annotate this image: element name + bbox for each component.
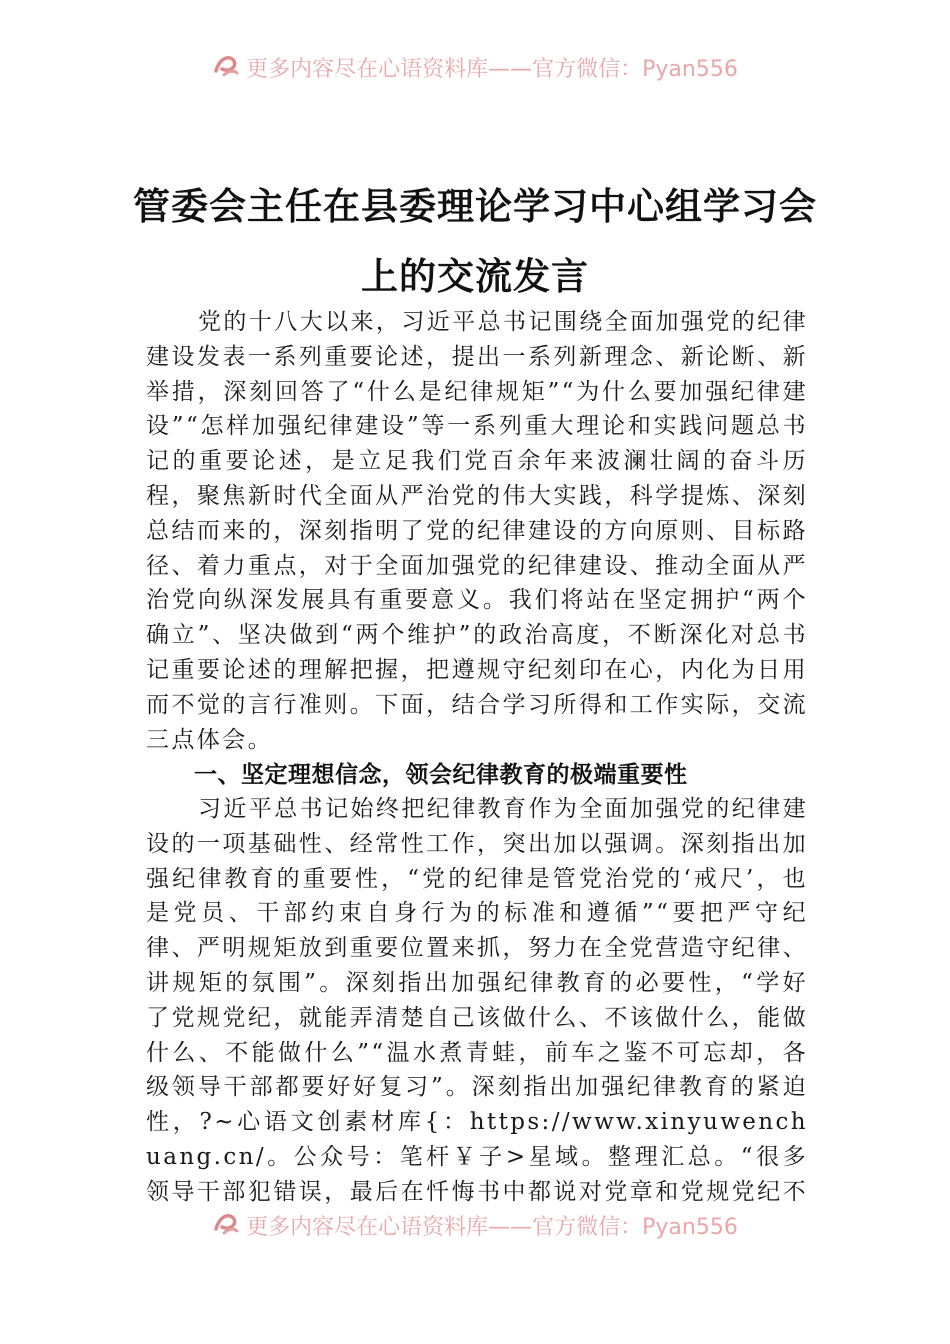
document-title-line1: 管委会主任在县委理论学习中心组学习会 [133, 184, 817, 228]
watermark-text: 更多内容尽在心语资料库——官方微信：Pyan556 [246, 1215, 738, 1240]
body-paragraph-intro: 党的十八大以来，习近平总书记围绕全面加强党的纪律建设发表一系列重要论述，提出一系列新理念、新论断、新举措，深刻回答了“什么是纪律规矩”“为什么要加强纪律建设”“怎样加强纪律建设”等一系列重大理论和实践问题总书记的重要论述，是立足我们党百余年来波澜壮阔的奋斗历程，聚焦新时代全面从严治党的伟大实践，科学提炼、深刻总结而来的，深刻指明了党的纪律建设的方向原则、目标路径、着力重点，对于全面加强党的纪律建设、推动全面从严治党向纵深发展具有重要意义。我们将站在坚定拥护“两个确立”、坚决做到“两个维护”的政治高度，不断深化对总书记重要论述的理解把握，把遵规守纪刻印在心，内化为日用而不觉的言行准则。下面，结合学习所得和工作实际，交流三点体会。 [146, 309, 808, 753]
watermark-header [0, 52, 950, 86]
watermark-text: 更多内容尽在心语资料库——官方微信：Pyan556 [246, 57, 738, 82]
section-heading-1: 一、坚定理想信念，领会纪律教育的极端重要性 [194, 762, 688, 788]
watermark-footer [0, 1210, 950, 1244]
swirl-logo-icon [212, 1211, 240, 1241]
document-title-line2: 上的交流发言 [361, 254, 589, 298]
swirl-logo-icon [212, 53, 240, 83]
body-paragraph-section1: 习近平总书记始终把纪律教育作为全面加强党的纪律建设的一项基础性、经常性工作，突出加以强调。深刻指出加强纪律教育的重要性，“党的纪律是管党治党的‘戒尺’，也是党员、干部约束自身行为的标准和遵循”“要把严守纪律、严明规矩放到重要位置来抓，努力在全党营造守纪律、讲规矩的氛围”。深刻指出加强纪律教育的必要性，“学好了党规党纪，就能弄清楚自己该做什么、不该做什么，能做什么、不能做什么”“温水煮青蛙，前车之鉴不可忘却，各级领导干部都要好好复习”。深刻指出加强纪律教育的紧迫性，?~心语文创素材库{：https://www.xinyuwenchuang.cn/。公众号：笔杆￥子>星域。整理汇总。“很多领导干部犯错误，最后在忏悔书中都说对党章和党规党纪不 [146, 796, 808, 1205]
